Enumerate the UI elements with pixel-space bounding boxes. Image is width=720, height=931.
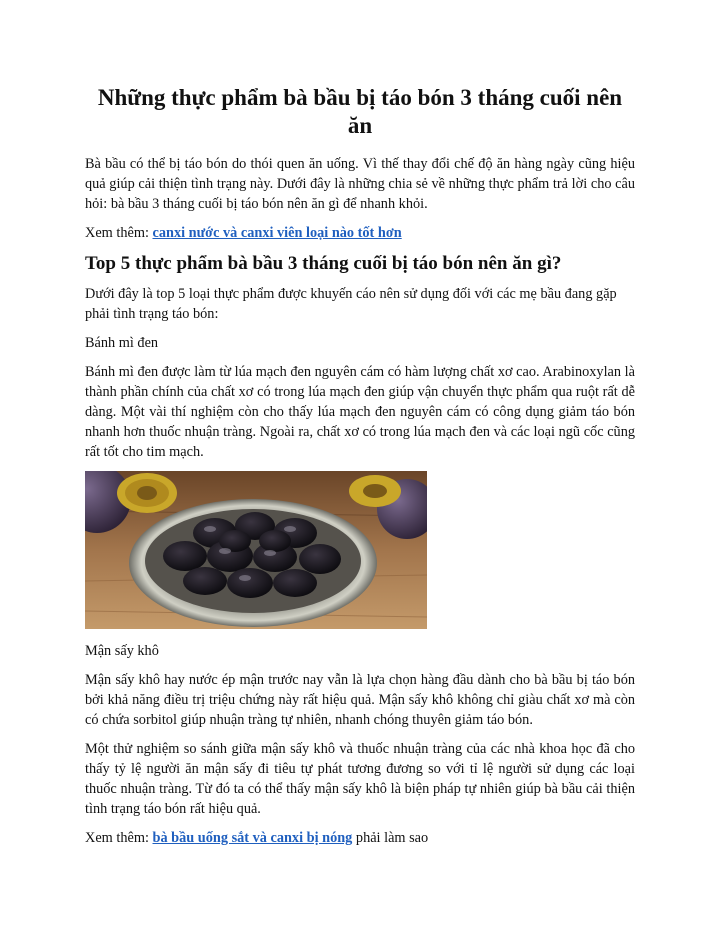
item-title-dried-plum: Mận sấy khô: [85, 643, 159, 659]
see-more-line-2: [85, 828, 635, 848]
article-body: [85, 84, 635, 857]
item-body-dried-plum-2: Một thử nghiệm so sánh giữa mận sấy khô và thuốc nhuận tràng của các nhà khoa học đã cho thấy tỷ lệ người ăn mận sấy đi tiêu tự phát tương đương so với tỉ lệ người sử dụng các loại thuốc nhuận tràng. Từ đó ta có thể thấy mận sấy khô là biện pháp tự nhiên giúp bà bầu cải thiện tình trạng táo bón rất hiệu quả.: [85, 741, 635, 817]
item-body-dried-plum-1: Mận sấy khô hay nước ép mận trước nay vẫn là lựa chọn hàng đầu dành cho bà bầu bị táo bón bởi khả năng điều trị triệu chứng này rất hiệu quả. Mận sấy khô không chỉ giàu chất xơ mà còn có chứa sorbitol giúp nhuận tràng tự nhiên, nhanh chóng thuyên giảm táo bón.: [85, 672, 635, 728]
section-intro-paragraph: Dưới đây là top 5 loại thực phẩm được khuyến cáo nên sử dụng đối với các mẹ bầu đang gặp phải tình trạng táo bón:: [85, 286, 617, 322]
article-title: Những thực phẩm bà bầu bị táo bón 3 tháng cuối nên ăn: [97, 85, 623, 138]
see-more-link-iron-calcium[interactable]: bà bầu uống sắt và canxi bị nóng: [152, 830, 353, 846]
see-more-line-1: [85, 223, 635, 243]
item-title-black-bread: Bánh mì đen: [85, 335, 159, 351]
section-heading: Top 5 thực phẩm bà bầu 3 tháng cuối bị táo bón nên ăn gì?: [85, 253, 562, 274]
intro-paragraph: Bà bầu có thể bị táo bón do thói quen ăn uống. Vì thế thay đổi chế độ ăn hàng ngày cũng hiệu quả giúp cải thiện tình trạng này. Dưới đây là những chia sẻ về những thực phẩm trả lời cho câu hỏi: bà bầu 3 tháng cuối bị táo bón nên ăn gì để nhanh khỏi.: [85, 156, 635, 212]
see-more-suffix-2: phải làm sao: [352, 830, 429, 846]
dried-plums-photo: [85, 471, 427, 629]
see-more-prefix: Xem thêm:: [85, 225, 153, 241]
see-more-prefix-2: Xem thêm:: [85, 830, 153, 846]
see-more-link-calcium[interactable]: canxi nước và canxi viên loại nào tốt hơn: [152, 225, 402, 241]
item-body-black-bread: Bánh mì đen được làm từ lúa mạch đen nguyên cám có hàm lượng chất xơ cao. Arabinoxylan là thành phần chính của chất xơ có trong lúa mạch đen giúp vận chuyển thực phẩm qua ruột rất dễ dàng. Một vài thí nghiệm còn cho thấy lúa mạch đen nguyên cám có công dụng giảm táo bón nhanh hơn thuốc nhuận tràng. Ngoài ra, chất xơ có trong lúa mạch đen và các loại ngũ cốc cũng rất tốt cho tim mạch.: [85, 364, 635, 460]
